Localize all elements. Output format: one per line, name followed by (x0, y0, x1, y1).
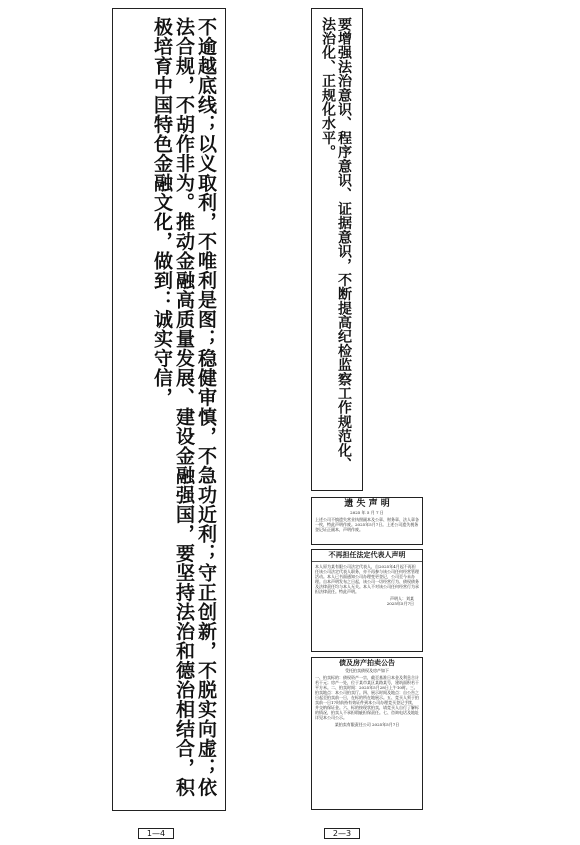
auction-notice (311, 657, 423, 810)
legal-rep-notice-body: 本人原为某有限公司法定代表人，自2025年4月起不再担任该公司法定代表人职务，亦不再参与该公司任何经营管理活动。本人已书面通知公司办理变更登记，公司至今未办理。自本声明发布之日起，该公司一切经营行为、债权债务及法律责任均与本人无关。本人不对该公司任何经营行为承担法律责任。特此声明。 (315, 564, 419, 594)
auction-notice-subtitle: 受托拍卖债权及房产如下 (345, 668, 389, 673)
right-column-text: 要增强法治意识、程序意识、证据意识，不断提高纪检监察工作规范化、法治化、正规化水平。 (320, 17, 352, 472)
page-number-left: 1—4 (138, 828, 174, 839)
auction-notice-footer: 某拍卖有限责任公司 2025年5月7日 (334, 722, 400, 727)
legal-rep-notice-date: 2025年5月7日 (386, 601, 414, 606)
lost-notice-body: 上述公司不慎遗失营业执照副本及公章、财务章、法人章各一枚，特此声明作废。2025年5月7日。上述公司遗失税务登记证正副本，声明作废。 (315, 517, 419, 532)
auction-notice-body: 一、拍卖标的：债权资产一宗，截至基准日本金及利息合计若干元；房产一处，位于某市某区某路某号，建筑面积若干平方米。二、拍卖时间：2025年5月28日上午10时。三、拍卖地点：本公司拍卖厅。四、展示时间及地点：自公告之日起至拍卖前一日，在标的所在地展示。五、竞买人须于拍卖前一日17时前持有效证件到本公司办理竞买登记手续，并交纳保证金。六、标的按现状拍卖，请竞买人自行了解标的情况，拍卖人不承担瑕疵担保责任。七、咨询电话及地址详见本公司公示。 (315, 675, 419, 720)
left-column-text: 不逾越底线；以义取利，不唯利是图；稳健审慎，不急功近利；守正创新，不脱实向虚；依法合规，不胡作非为。推动金融高质量发展、建设金融强国，要坚持法治和德治相结合，积极培育中国特色金融文化，做到：诚实守信， (151, 17, 217, 797)
lost-notice (311, 497, 423, 545)
left-column-frame (112, 8, 226, 811)
lost-notice-date: 2025 年 5 月 7 日 (350, 510, 384, 515)
legal-rep-notice-title: 不再担任法定代表人声明 (312, 550, 422, 562)
legal-rep-notice-signature: 声明人：刘某 (390, 596, 414, 601)
page-number-right: 2—3 (324, 828, 360, 839)
right-column-frame (311, 8, 363, 491)
auction-notice-title: 债及房产拍卖公告 (339, 659, 395, 667)
legal-rep-notice (311, 549, 423, 652)
lost-notice-title: 遗 失 声 明 (344, 499, 390, 509)
